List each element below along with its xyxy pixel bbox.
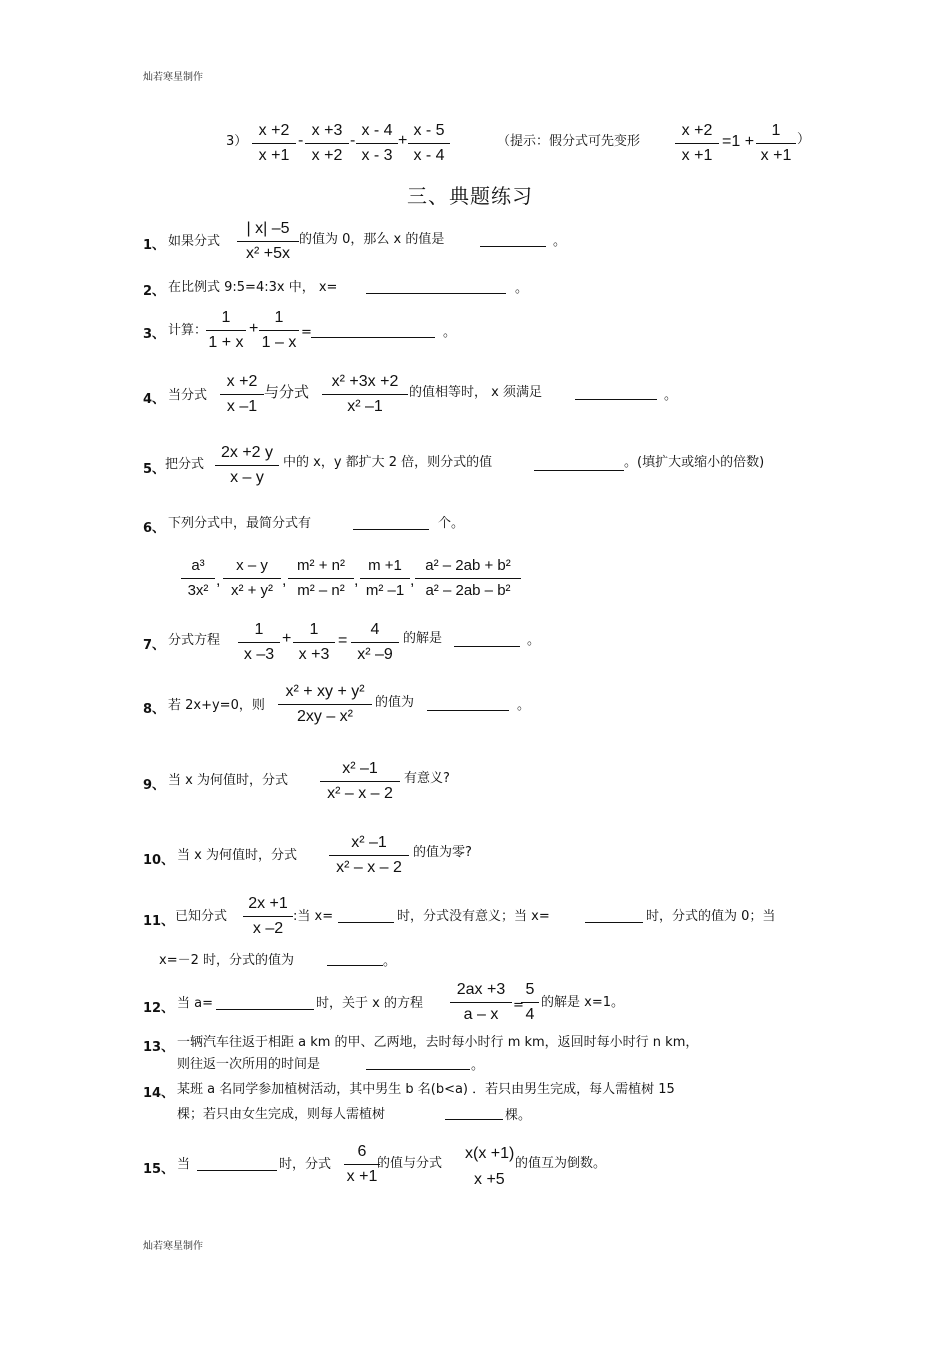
fraction: $\frac{x - 5}{x - 4}$ bbox=[408, 122, 450, 165]
fraction: $\frac{| x| -5}{\text{x² +5x}}$ bbox=[237, 220, 299, 263]
fraction: $\frac{\text{a³}}{\text{3x²}}$ bbox=[181, 557, 215, 600]
fraction: $\frac{2ax +3}{a - x}$ bbox=[450, 981, 512, 1024]
fraction: $\frac{1}{x +1}$ bbox=[756, 122, 796, 165]
fraction-numerator: x(x +1) bbox=[465, 1145, 515, 1162]
answer-blank[interactable] bbox=[480, 234, 546, 247]
fraction: $\frac{2x +2 y}{x - y}$ bbox=[215, 444, 279, 487]
answer-blank[interactable] bbox=[366, 1057, 470, 1070]
fraction: $\frac{1}{1 + x}$ bbox=[206, 309, 246, 352]
page-footer: 灿若寒星制作 bbox=[143, 1241, 203, 1252]
answer-blank[interactable] bbox=[366, 281, 506, 294]
fraction: $\frac{4}{\text{x² –9}}$ bbox=[351, 621, 399, 664]
fraction: $\frac{1}{x +3}$ bbox=[293, 621, 335, 664]
fraction: $\frac{2x +1}{x -2}$ bbox=[243, 895, 293, 938]
fraction: $\frac{\text{a² – 2ab + b²}}{\text{a² – 2ab – b²}}$ bbox=[415, 557, 521, 600]
problem-label: 3） bbox=[226, 134, 248, 149]
answer-blank[interactable] bbox=[338, 910, 394, 923]
answer-blank[interactable] bbox=[353, 517, 429, 530]
fraction: $\frac{5}{4}$ bbox=[521, 981, 539, 1024]
fraction: $\frac{6}{x +1}$ bbox=[344, 1143, 380, 1186]
page-header: 灿若寒星制作 bbox=[143, 72, 203, 83]
answer-blank[interactable] bbox=[327, 953, 383, 966]
fraction: $\frac{x - 4}{x - 3}$ bbox=[356, 122, 398, 165]
answer-blank[interactable] bbox=[216, 997, 314, 1010]
fraction: $\frac{x +3}{x +2}$ bbox=[305, 122, 349, 165]
fraction: $\frac{1}{x -3}$ bbox=[238, 621, 280, 664]
fraction: $\frac{\text{x² –1}}{\text{x² – x – 2}}$ bbox=[329, 834, 409, 877]
fraction: $\frac{x +2}{x +1}$ bbox=[252, 122, 296, 165]
answer-blank[interactable] bbox=[585, 910, 643, 923]
fraction: $\frac{m +1}{\text{m² –1}}$ bbox=[360, 557, 410, 600]
fraction: $\frac{\text{m² + n²}}{\text{m² – n²}}$ bbox=[288, 557, 354, 600]
fraction: $\frac{x - y}{\text{x² + y²}}$ bbox=[223, 557, 281, 600]
fraction: $\frac{\text{x² +3x +2}}{\text{x² –1}}$ bbox=[322, 373, 408, 416]
answer-blank[interactable] bbox=[311, 325, 435, 338]
fraction-denominator: x +5 bbox=[474, 1171, 505, 1188]
answer-blank[interactable] bbox=[575, 387, 657, 400]
answer-blank[interactable] bbox=[454, 634, 520, 647]
fraction: $\frac{x +2}{x -1}$ bbox=[220, 373, 264, 416]
fraction: $\frac{\text{x² –1}}{\text{x² – x – 2}}$ bbox=[320, 760, 400, 803]
answer-blank[interactable] bbox=[534, 458, 624, 471]
hint-prefix: （提示：假分式可先变形 bbox=[497, 134, 641, 149]
answer-blank[interactable] bbox=[427, 698, 509, 711]
fraction: $\frac{\text{x² + xy + y²}}{\text{2xy – x²}}$ bbox=[278, 683, 372, 726]
fraction: $\frac{1}{1 - x}$ bbox=[259, 309, 299, 352]
answer-blank[interactable] bbox=[197, 1158, 277, 1171]
answer-blank[interactable] bbox=[445, 1107, 503, 1120]
section-title: 三、典题练习 bbox=[407, 184, 533, 208]
fraction: $\frac{x +2}{x +1}$ bbox=[675, 122, 719, 165]
